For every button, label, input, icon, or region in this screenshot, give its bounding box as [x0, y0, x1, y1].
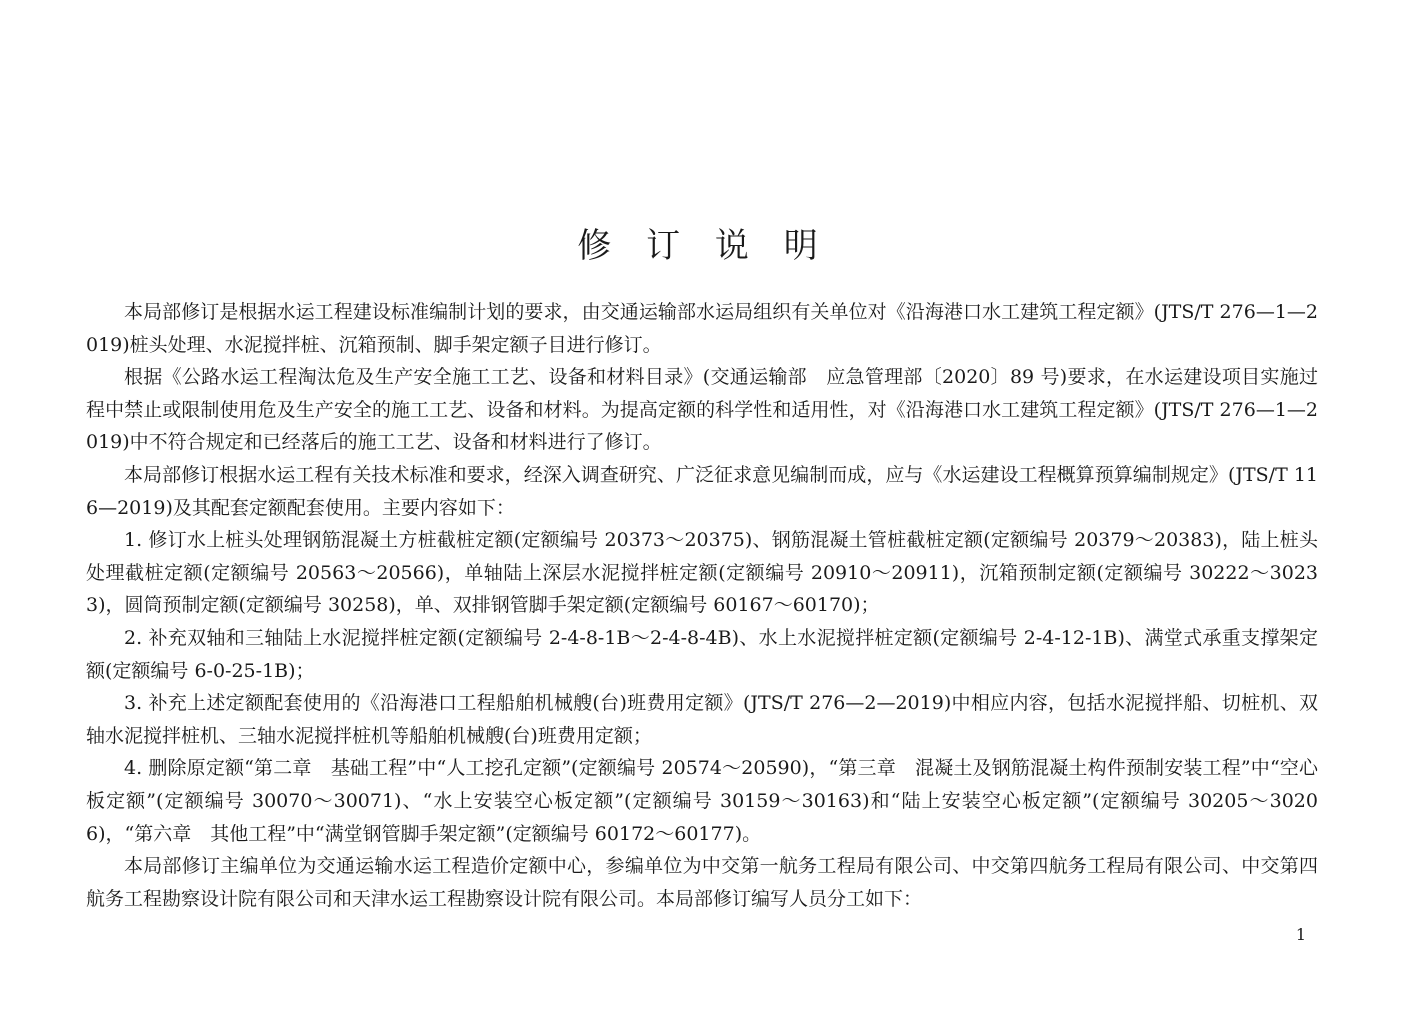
- list-item-delete: 4. 删除原定额“第二章 基础工程”中“人工挖孔定额”(定额编号 20574～20590)，“第三章 混凝土及钢筋混凝土构件预制安装工程”中“空心板定额”(定额编号 30070～30071)、“水上安装空心板定额”(定额编号 30159～30163)和“陆上安装空心板定额”(定额编号 30205～30206)，“第六章 其他工程”中“满堂钢管脚手架定额”(定额编号 60172～60177)。: [86, 757, 1318, 845]
- paragraph-intro: 本局部修订是根据水运工程建设标准编制计划的要求，由交通运输部水运局组织有关单位对《沿海港口水工建筑工程定额》(JTS/T 276—1—2019)桩头处理、水泥搅拌桩、沉箱预制、脚手架定额子目进行修订。: [86, 301, 1318, 356]
- paragraph-editors: 本局部修订主编单位为交通运输水运工程造价定额中心，参编单位为中交第一航务工程局有限公司、中交第四航务工程局有限公司、中交第四航务工程勘察设计院有限公司和天津水运工程勘察设计院有限公司。本局部修订编写人员分工如下：: [86, 855, 1318, 910]
- document-body: [86, 296, 1318, 915]
- page-title: 修 订 说 明: [577, 226, 830, 266]
- list-item-supplement-quota: 2. 补充双轴和三轴陆上水泥搅拌桩定额(定额编号 2-4-8-1B～2-4-8-4B)、水上水泥搅拌桩定额(定额编号 2-4-12-1B)、满堂式承重支撑架定额(定额编号 6-0-25-1B)；: [86, 626, 1318, 682]
- list-item-revise: 1. 修订水上桩头处理钢筋混凝土方桩截桩定额(定额编号 20373～20375)、钢筋混凝土管桩截桩定额(定额编号 20379～20383)，陆上桩头处理截桩定额(定额编号 20563～20566)，单轴陆上深层水泥搅拌桩定额(定额编号 20910～20911)，沉箱预制定额(定额编号 30222～30233)，圆筒预制定额(定额编号 30258)，单、双排钢管脚手架定额(定额编号 60167～60170)；: [86, 529, 1318, 617]
- paragraph-scope: 本局部修订根据水运工程有关技术标准和要求，经深入调查研究、广泛征求意见编制而成，应与《水运建设工程概算预算编制规定》(JTS/T 116—2019)及其配套定额配套使用。主要内容如下：: [86, 463, 1318, 519]
- paragraph-basis: 根据《公路水运工程淘汰危及生产安全施工工艺、设备和材料目录》(交通运输部 应急管理部〔2020〕89 号)要求，在水运建设项目实施过程中禁止或限制使用危及生产安全的施工工艺、设备和材料。为提高定额的科学性和适用性，对《沿海港口水工建筑工程定额》(JTS/T 276—1—2019)中不符合规定和已经落后的施工工艺、设备和材料进行了修订。: [86, 366, 1318, 454]
- page-number: 1: [1295, 925, 1306, 944]
- list-item-supplement-ship-fee: 3. 补充上述定额配套使用的《沿海港口工程船舶机械艘(台)班费用定额》(JTS/T 276—2—2019)中相应内容，包括水泥搅拌船、切桩机、双轴水泥搅拌桩机、三轴水泥搅拌桩机等船舶机械艘(台)班费用定额；: [86, 692, 1318, 747]
